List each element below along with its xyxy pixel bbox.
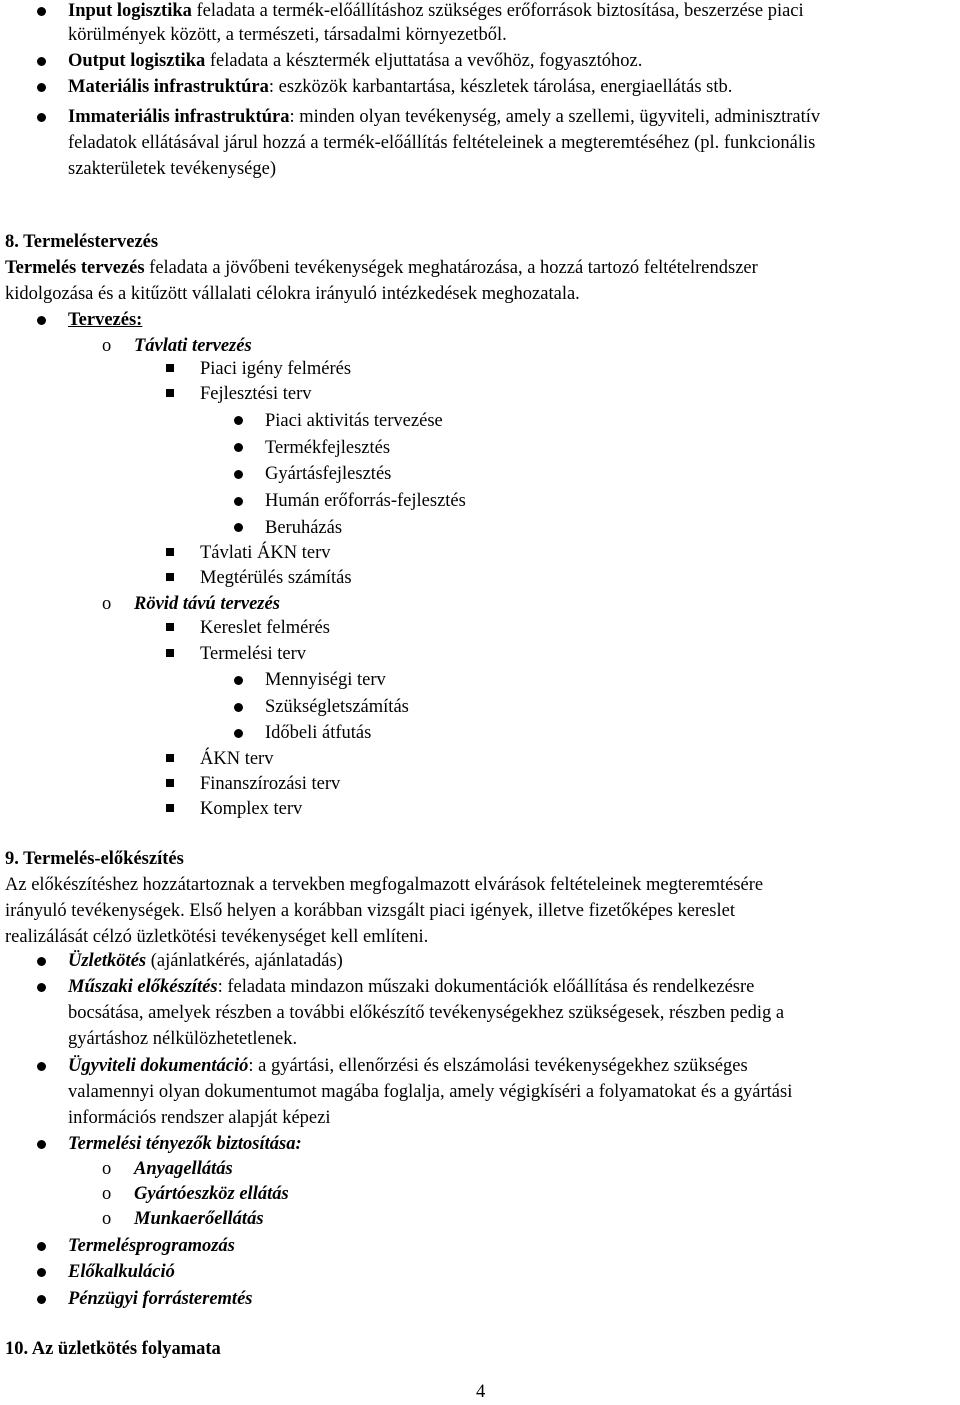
list-item: ÁKN terv — [200, 749, 274, 769]
bullet-icon — [37, 1140, 46, 1149]
square-bullet-icon — [166, 754, 174, 762]
bullet-icon — [234, 470, 243, 479]
bullet-icon — [37, 1268, 46, 1277]
square-bullet-icon — [166, 364, 174, 372]
list-item-continuation: információs rendszer alapját képezi — [68, 1108, 331, 1128]
bullet-icon — [234, 729, 243, 738]
list-item: Termelési terv — [200, 644, 307, 664]
list-item: Munkaerőellátás — [134, 1209, 264, 1229]
list-item-continuation: körülmények között, a természeti, társadalmi környezetből. — [68, 25, 507, 45]
bullet-icon — [37, 1062, 46, 1071]
section-heading: 10. Az üzletkötés folyamata — [5, 1339, 221, 1359]
list-item: Távlati ÁKN terv — [200, 543, 331, 563]
list-item-continuation: bocsátása, amelyek részben a további előkészítő tevékenységekhez szükségesek, részben pedig a — [68, 1003, 785, 1023]
list-item: Output logisztika feladata a késztermék eljuttatása a vevőhöz, fogyasztóhoz. — [68, 51, 643, 71]
list-item-continuation: szakterületek tevékenysége) — [68, 159, 277, 179]
list-item: Materiális infrastruktúra: eszközök karbantartása, készletek tárolása, energiaellátás stb. — [68, 77, 733, 97]
list-item: Pénzügyi forrásteremtés — [68, 1289, 253, 1309]
list-item: Termelésprogramozás — [68, 1236, 235, 1256]
paragraph: realizálását célzó üzletkötési tevékenységet kell említeni. — [5, 927, 429, 947]
bullet-icon — [37, 983, 46, 992]
list-item: Anyagellátás — [134, 1159, 233, 1179]
list-item: Mennyiségi terv — [265, 670, 386, 690]
list-item: Termékfejlesztés — [265, 438, 391, 458]
circle-bullet-icon: o — [102, 336, 112, 356]
list-item: Piaci aktivitás tervezése — [265, 411, 443, 431]
square-bullet-icon — [166, 573, 174, 581]
section-heading: 9. Termelés-előkészítés — [5, 849, 184, 869]
list-item: Gyártásfejlesztés — [265, 464, 392, 484]
bullet-icon — [234, 703, 243, 712]
circle-bullet-icon: o — [102, 1209, 112, 1229]
bullet-icon — [37, 1242, 46, 1251]
square-bullet-icon — [166, 389, 174, 397]
list-item: Komplex terv — [200, 799, 303, 819]
bullet-icon — [234, 497, 243, 506]
square-bullet-icon — [166, 804, 174, 812]
planning-label: Tervezés: — [68, 310, 143, 330]
bullet-icon — [37, 113, 46, 122]
square-bullet-icon — [166, 623, 174, 631]
short-term-label: Rövid távú tervezés — [134, 594, 280, 614]
paragraph: Az előkészítéshez hozzátartoznak a tervekben megfogalmazott elvárások feltételeinek megteremtésére — [5, 875, 764, 895]
list-item: Műszaki előkészítés: feladata mindazon műszaki dokumentációk előállítása és rendelkezésre — [68, 977, 755, 997]
bullet-icon — [37, 83, 46, 92]
list-item: Beruházás — [265, 518, 343, 538]
list-item-continuation: gyártáshoz nélkülözhetetlenek. — [68, 1029, 298, 1049]
list-item: Finanszírozási terv — [200, 774, 341, 794]
paragraph: kidolgozása és a kitűzött vállalati célokra irányuló intézkedések meghozatala. — [5, 284, 580, 304]
section-heading: 8. Termeléstervezés — [5, 232, 159, 252]
list-item: Időbeli átfutás — [265, 723, 372, 743]
list-item: Kereslet felmérés — [200, 618, 330, 638]
list-item: Termelési tényezők biztosítása: — [68, 1134, 302, 1154]
list-item: Megtérülés számítás — [200, 568, 352, 588]
bullet-icon — [37, 57, 46, 66]
paragraph: irányuló tevékenységek. Első helyen a korábban vizsgált piaci igények, illetve fizetőképes kereslet — [5, 901, 735, 921]
list-item: Gyártóeszköz ellátás — [134, 1184, 289, 1204]
long-term-label: Távlati tervezés — [134, 336, 252, 356]
list-item: Input logisztika feladata a termék-előállításhoz szükséges erőforrások biztosítása, beszerzése piaci — [68, 1, 804, 21]
list-item: Szükségletszámítás — [265, 697, 409, 717]
bullet-icon — [234, 523, 243, 532]
list-item: Immateriális infrastruktúra: minden olyan tevékenység, amely a szellemi, ügyviteli, adminisztratív — [68, 107, 821, 127]
bullet-icon — [37, 957, 46, 966]
bullet-icon — [37, 1295, 46, 1304]
paragraph: Termelés tervezés feladata a jövőbeni tevékenységek meghatározása, a hozzá tartozó feltételrendszer — [5, 258, 758, 278]
square-bullet-icon — [166, 548, 174, 556]
list-item-continuation: feladatok ellátásával járul hozzá a termék-előállítás feltételeinek a megteremtéséhez (pl. funkcionális — [68, 133, 816, 153]
list-item: Humán erőforrás-fejlesztés — [265, 491, 466, 511]
bullet-icon — [234, 416, 243, 425]
bullet-icon — [234, 443, 243, 452]
square-bullet-icon — [166, 649, 174, 657]
list-item: Fejlesztési terv — [200, 384, 312, 404]
bullet-icon — [234, 676, 243, 685]
circle-bullet-icon: o — [102, 1159, 112, 1179]
bullet-icon — [37, 316, 46, 325]
list-item: Ügyviteli dokumentáció: a gyártási, ellenőrzési és elszámolási tevékenységekhez szükséges — [68, 1056, 748, 1076]
square-bullet-icon — [166, 779, 174, 787]
list-item-continuation: valamennyi olyan dokumentumot magába foglalja, amely végigkíséri a folyamatokat és a gyártási — [68, 1082, 793, 1102]
list-item: Piaci igény felmérés — [200, 359, 352, 379]
list-item: Előkalkuláció — [68, 1262, 175, 1282]
page-number: 4 — [476, 1382, 486, 1402]
circle-bullet-icon: o — [102, 1184, 112, 1204]
term: Input logisztika — [68, 1, 192, 21]
bullet-icon — [37, 7, 46, 16]
circle-bullet-icon: o — [102, 594, 112, 614]
list-item: Üzletkötés (ajánlatkérés, ajánlatadás) — [68, 951, 343, 971]
